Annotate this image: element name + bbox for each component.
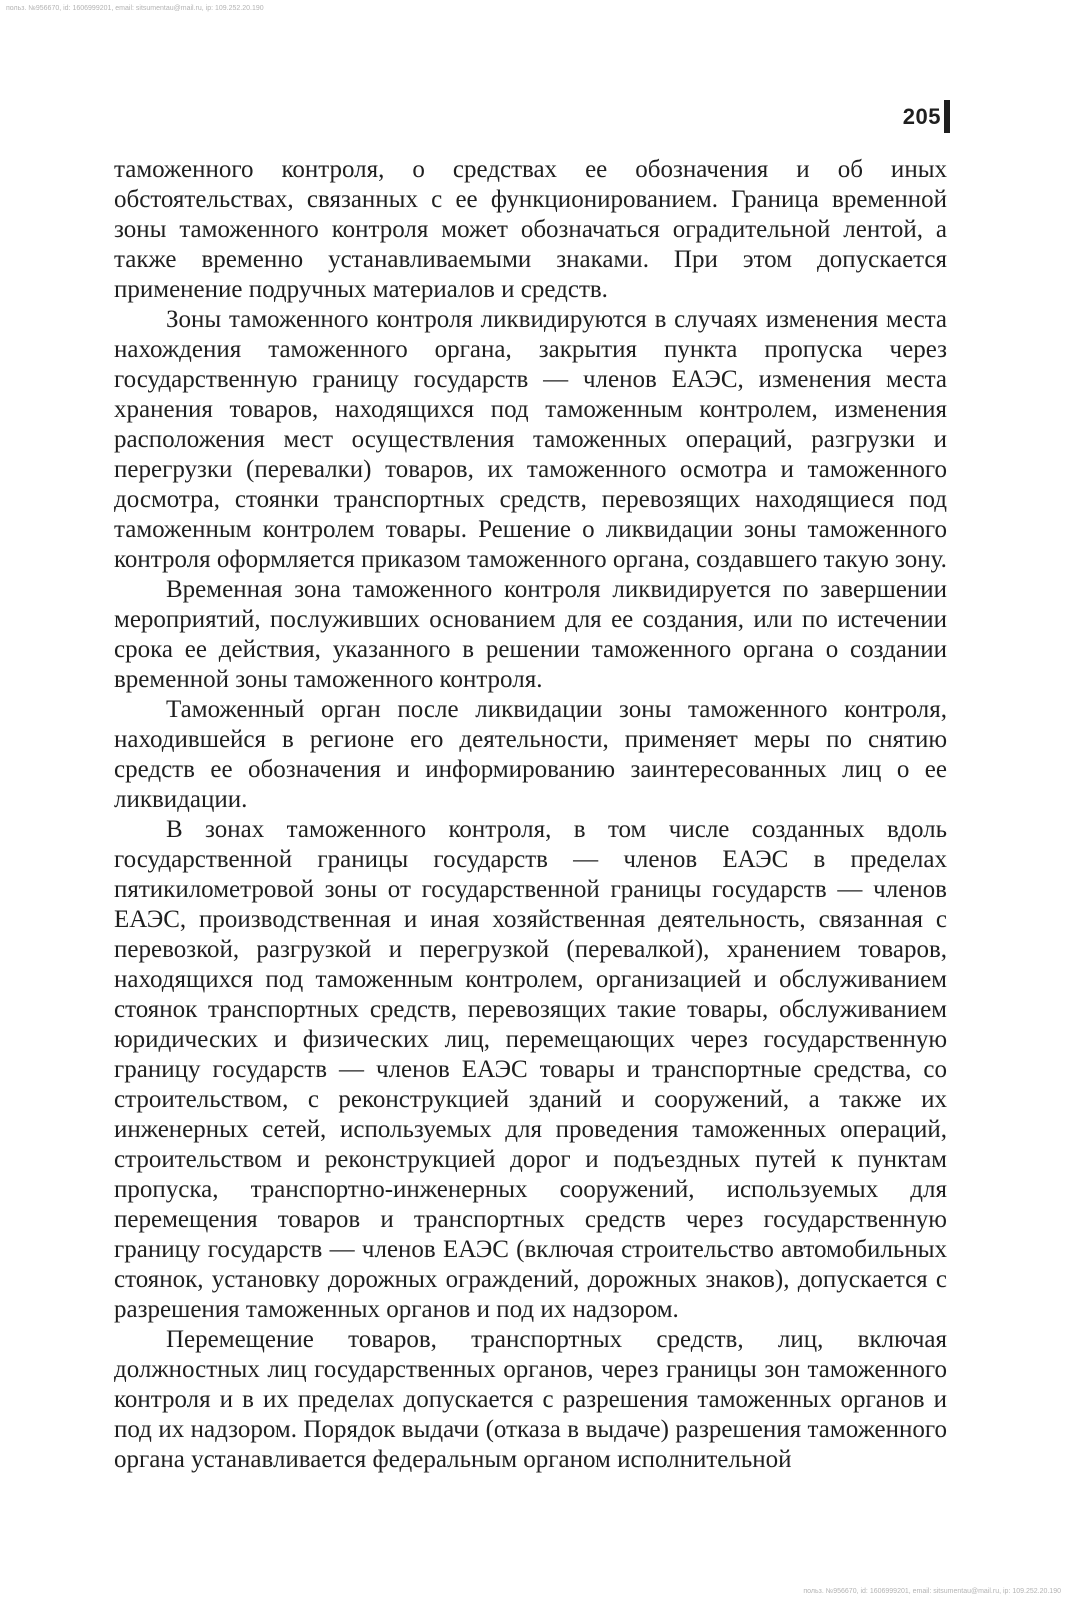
page-number-bar <box>944 100 950 133</box>
page-number: 205 <box>902 104 941 129</box>
paragraph-1: таможенного контроля, о средствах ее обозначения и об иных обстоятельствах, связанных с ее функционированием. Граница временной зоны таможенного контроля может обозначаться оградительной лентой, а также временно устанавливаемыми знаками. При этом допускается применение подручных материалов и средств. <box>114 156 947 303</box>
page-body <box>114 155 947 1475</box>
paragraph-6: Перемещение товаров, транспортных средств, лиц, включая должностных лиц государственных органов, через границы зон таможенного контроля и в их пределах допускается с разрешения таможенных органов и под их надзором. Порядок выдачи (отказа в выдаче) разрешения таможенного органа устанавливается федеральным органом исполнительной <box>114 1326 947 1473</box>
paragraph-4: Таможенный орган после ликвидации зоны таможенного контроля, находившейся в регионе его деятельности, применяет меры по снятию средств ее обозначения и информированию заинтересованных лиц о ее ликвидации. <box>114 696 947 813</box>
paragraph-5: В зонах таможенного контроля, в том числе созданных вдоль государственной границы государств — членов ЕАЭС в пределах пятикилометровой зоны от государственной границы государств — членов ЕАЭС, производственная и иная хозяйственная деятельность, связанная с перевозкой, разгрузкой и перегрузкой (перевалкой), хранением товаров, находящихся под таможенным контролем, организацией и обслуживанием стоянок транспортных средств, перевозящих такие товары, обслуживанием юридических и физических лиц, перемещающих через государственную границу государств — членов ЕАЭС товары и транспортные средства, со строительством, с реконструкцией зданий и сооружений, а также их инженерных сетей, используемых для проведения таможенных операций, строительством и реконструкцией дорог и подъездных путей к пунктам пропуска, транспортно-инженерных сооружений, используемых для перемещения товаров и транспортных средств через государственную границу государств — членов ЕАЭС (включая строительство автомобильных стоянок, установку дорожных ограждений, дорожных знаков), допускается с разрешения таможенных органов и под их надзором. <box>114 816 947 1323</box>
watermark-top: польз. №956670, id: 1606999201, email: sitsumentau@mail.ru, ip: 109.252.20.190 <box>6 5 264 12</box>
paragraph-3: Временная зона таможенного контроля ликвидируется по завершении мероприятий, послуживших основанием для ее создания, или по истечении срока ее действия, указанного в решении таможенного органа о создании временной зоны таможенного контроля. <box>114 576 947 693</box>
watermark-bottom: польз. №956670, id: 1606999201, email: sitsumentau@mail.ru, ip: 109.252.20.190 <box>803 1588 1061 1595</box>
paragraph-2: Зоны таможенного контроля ликвидируются в случаях изменения места нахождения таможенного органа, закрытия пункта пропуска через государственную границу государств — членов ЕАЭС, изменения места хранения товаров, находящихся под таможенным контролем, изменения расположения мест осуществления таможенных операций, разгрузки и перегрузки (перевалки) товаров, их таможенного осмотра и таможенного досмотра, стоянки транспортных средств, перевозящих находящиеся под таможенным контролем товары. Решение о ликвидации зоны таможенного контроля оформляется приказом таможенного органа, создавшего такую зону. <box>114 306 947 573</box>
